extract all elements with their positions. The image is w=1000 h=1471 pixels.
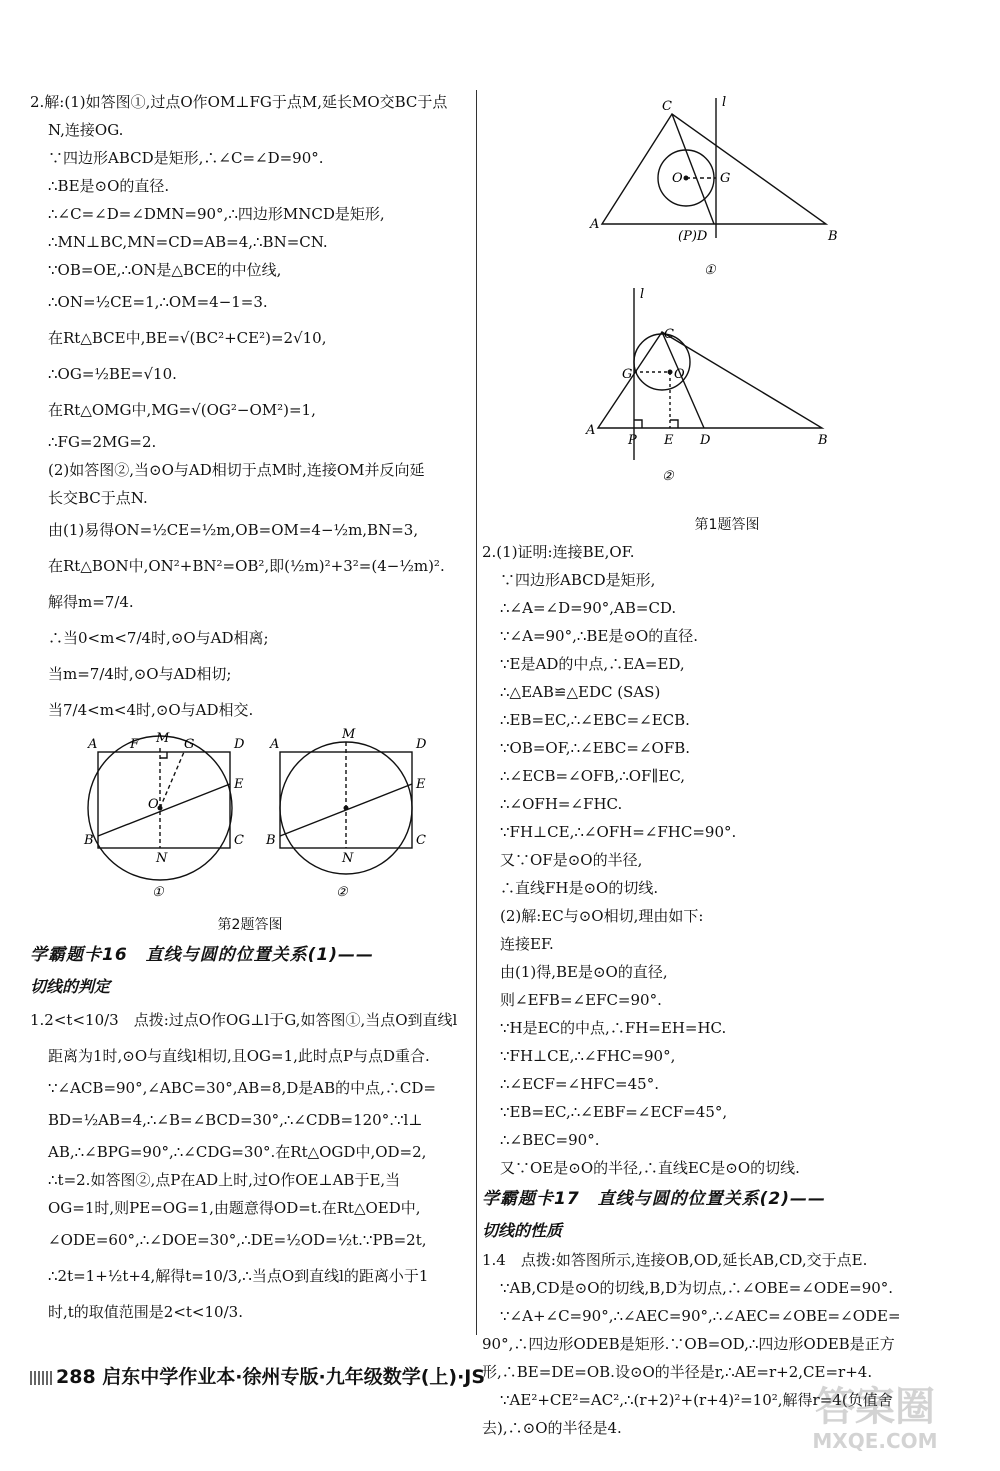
label-a: A xyxy=(586,423,596,438)
right-column xyxy=(482,88,972,1442)
text-line: ∴EB=EC,∴∠EBC=∠ECB. xyxy=(500,711,690,729)
triangle-tangent-diagram xyxy=(482,88,972,508)
label-o: O xyxy=(674,367,685,382)
label-a: A xyxy=(270,737,280,752)
text-line: ∵FH⊥CE,∴∠OFH=∠FHC=90°. xyxy=(500,823,737,841)
text-line: ∴∠ECF=∠HFC=45°. xyxy=(500,1075,659,1093)
text-line: 距离为1时,⊙O与直线l相切,且OG=1,此时点P与点D重合. xyxy=(48,1047,430,1065)
text-line: 长交BC于点N. xyxy=(48,489,148,507)
column-divider xyxy=(476,90,477,1335)
text-line: 2.解:(1)如答图①,过点O作OM⊥FG于点M,延长MO交BC于点 xyxy=(30,93,448,111)
figure-problem-1 xyxy=(482,88,972,538)
text-line: (2)如答图②,当⊙O与AD相切于点M时,连接OM并反向延 xyxy=(48,461,425,479)
watermark-text: 答案圈 xyxy=(815,1384,935,1430)
text-line: 则∠EFB=∠EFC=90°. xyxy=(500,991,662,1009)
label-b: B xyxy=(84,833,94,848)
text-line: 由(1)得,BE是⊙O的直径, xyxy=(500,963,668,981)
text-line: 在Rt△OMG中,MG=√(OG²−OM²)=1, xyxy=(48,401,316,419)
text-line: ∴MN⊥BC,MN=CD=AB=4,∴BN=CN. xyxy=(48,233,328,251)
label-a: A xyxy=(88,737,98,752)
figure-number-1: ① xyxy=(152,885,164,900)
text-line: ∵EB=EC,∴∠EBF=∠ECF=45°, xyxy=(500,1103,728,1121)
text-line: ∴OG=½BE=√10. xyxy=(48,365,177,383)
text-line: ∴∠ECB=∠OFB,∴OF∥EC, xyxy=(500,767,686,785)
text-line: 又∵OE是⊙O的半径,∴直线EC是⊙O的切线. xyxy=(500,1159,800,1177)
figure-caption: 第2题答图 xyxy=(217,917,283,933)
section-17-title: 学霸题卡17 直线与圆的位置关系(2)—— xyxy=(482,1189,827,1209)
text-line: ∵H是EC的中点,∴FH=EH=HC. xyxy=(500,1019,727,1037)
label-pd: (P)D xyxy=(678,229,708,244)
text-line: ∵∠A+∠C=90°,∴∠AEC=90°,∴∠AEC=∠OBE=∠ODE= xyxy=(500,1307,901,1325)
figure-problem-2 xyxy=(30,728,470,938)
circle-rectangle-diagram xyxy=(30,728,470,908)
figure-caption: 第1题答图 xyxy=(694,517,760,533)
label-n: N xyxy=(342,851,354,866)
label-b: B xyxy=(818,433,828,448)
left-column xyxy=(30,88,470,1330)
watermark-logo xyxy=(780,1385,970,1455)
text-line: ∵OB=OE,∴ON是△BCE的中位线, xyxy=(48,261,282,279)
figure-number-2: ② xyxy=(336,885,348,900)
section-16-subtitle: 切线的判定 xyxy=(30,977,111,996)
problem-2-proof xyxy=(482,538,972,1182)
text-line: ∠ODE=60°,∴∠DOE=30°,∴DE=½OD=½t.∵PB=2t, xyxy=(48,1231,427,1249)
text-line: ∴BE是⊙O的直径. xyxy=(48,177,170,195)
footer-text: 288 启东中学作业本·徐州专版·九年级数学(上)·JS xyxy=(56,1366,486,1388)
label-d: D xyxy=(700,433,711,448)
label-m: M xyxy=(342,728,356,742)
footer-pattern-icon xyxy=(30,1371,52,1385)
label-n: N xyxy=(156,851,168,866)
text-line: OG=1时,则PE=OG=1,由题意得OD=t.在Rt△OED中, xyxy=(48,1199,421,1217)
page-footer xyxy=(30,1362,485,1392)
text-line: 在Rt△BON中,ON²+BN²=OB²,即(½m)²+3²=(4−½m)². xyxy=(48,557,445,575)
text-line: ∴直线FH是⊙O的切线. xyxy=(500,879,659,897)
text-line: (2)解:EC与⊙O相切,理由如下: xyxy=(500,907,704,925)
text-line: ∵E是AD的中点,∴EA=ED, xyxy=(500,655,685,673)
text-line: 形,∴BE=DE=OB.设⊙O的半径是r,∴AE=r+2,CE=r+4. xyxy=(482,1363,873,1381)
section-16-title: 学霸题卡16 直线与圆的位置关系(1)—— xyxy=(30,945,375,965)
label-e: E xyxy=(664,433,674,448)
text-line: ∴2t=1+½t+4,解得t=10/3,∴当点O到直线l的距离小于1 xyxy=(48,1267,429,1285)
label-b: B xyxy=(828,229,838,244)
label-d: D xyxy=(234,737,245,752)
text-line: 时,t的取值范围是2<t<10/3. xyxy=(48,1303,243,1321)
text-line: ∴∠BEC=90°. xyxy=(500,1131,600,1149)
label-c: C xyxy=(416,833,426,848)
text-line: 在Rt△BCE中,BE=√(BC²+CE²)=2√10, xyxy=(48,329,327,347)
text-line: ∵∠ACB=90°,∠ABC=30°,AB=8,D是AB的中点,∴CD= xyxy=(48,1079,436,1097)
watermark-url: MXQE.COM xyxy=(812,1429,938,1453)
label-m: M xyxy=(156,731,170,746)
text-line: 90°,∴四边形ODEB是矩形.∵OB=OD,∴四边形ODEB是正方 xyxy=(482,1335,895,1353)
text-line: ∴ON=½CE=1,∴OM=4−1=3. xyxy=(48,293,268,311)
text-line: ∵四边形ABCD是矩形,∴∠C=∠D=90°. xyxy=(48,149,324,167)
section-16-problem-1 xyxy=(30,1002,470,1330)
text-line: ∴△EAB≌△EDC (SAS) xyxy=(500,683,661,701)
text-line: 2.(1)证明:连接BE,OF. xyxy=(482,543,635,561)
text-line: ∵AB,CD是⊙O的切线,B,D为切点,∴∠OBE=∠ODE=90°. xyxy=(500,1279,894,1297)
label-g: G xyxy=(622,367,633,382)
label-c: C xyxy=(662,99,672,114)
text-line: 去),∴⊙O的半径是4. xyxy=(482,1419,622,1437)
text-line: ∴t=2.如答图②,点P在AD上时,过O作OE⊥AB于E,当 xyxy=(48,1171,401,1189)
text-line: ∵四边形ABCD是矩形, xyxy=(500,571,656,589)
label-c: C xyxy=(234,833,244,848)
label-b: B xyxy=(266,833,276,848)
label-d: D xyxy=(416,737,427,752)
text-line: 连接EF. xyxy=(500,935,554,953)
text-line: ∵∠A=90°,∴BE是⊙O的直径. xyxy=(500,627,699,645)
figure-number-2: ② xyxy=(662,469,674,484)
label-p: P xyxy=(628,433,637,448)
text-line: AB,∴∠BPG=90°,∴∠CDG=30°.在Rt△OGD中,OD=2, xyxy=(48,1143,427,1161)
label-o: O xyxy=(148,797,159,812)
label-g: G xyxy=(184,737,195,752)
text-line: 由(1)易得ON=½CE=½m,OB=OM=4−½m,BN=3, xyxy=(48,521,419,539)
text-line: ∴∠C=∠D=∠DMN=90°,∴四边形MNCD是矩形, xyxy=(48,205,385,223)
label-g: G xyxy=(720,171,731,186)
label-f: F xyxy=(130,737,140,752)
text-line: 1.4 点拨:如答图所示,连接OB,OD,延长AB,CD,交于点E. xyxy=(482,1251,868,1269)
text-line: 又∵OF是⊙O的半径, xyxy=(500,851,643,869)
label-c: C xyxy=(664,327,674,342)
text-line: ∵AE²+CE²=AC²,∴(r+2)²+(r+4)²=10²,解得r=4(负值舍 xyxy=(500,1391,893,1409)
text-line: BD=½AB=4,∴∠B=∠BCD=30°,∴∠CDB=120°.∵l⊥ xyxy=(48,1111,423,1129)
text-line: ∴FG=2MG=2. xyxy=(48,433,157,451)
text-line: N,连接OG. xyxy=(48,121,124,139)
section-17-subtitle: 切线的性质 xyxy=(482,1221,563,1240)
text-line: ∵FH⊥CE,∴∠FHC=90°, xyxy=(500,1047,676,1065)
label-o: O xyxy=(672,171,683,186)
text-line: 解得m=7/4. xyxy=(48,593,134,611)
label-e: E xyxy=(234,777,244,792)
text-line: ∴∠A=∠D=90°,AB=CD. xyxy=(500,599,677,617)
label-l: l xyxy=(722,95,727,110)
problem-2-solution xyxy=(30,88,470,728)
figure-number-1: ① xyxy=(704,263,716,278)
text-line: 当m=7/4时,⊙O与AD相切; xyxy=(48,665,232,683)
text-line: 1.2<t<10/3 点拨:过点O作OG⊥l于G,如答图①,当点O到直线l xyxy=(30,1011,458,1029)
text-line: ∴当0<m<7/4时,⊙O与AD相离; xyxy=(48,629,269,647)
text-line: 当7/4<m<4时,⊙O与AD相交. xyxy=(48,701,254,719)
text-line: ∴∠OFH=∠FHC. xyxy=(500,795,623,813)
text-line: ∵OB=OF,∴∠EBC=∠OFB. xyxy=(500,739,691,757)
label-e: E xyxy=(416,777,426,792)
label-a: A xyxy=(590,217,600,232)
label-l: l xyxy=(640,287,645,302)
